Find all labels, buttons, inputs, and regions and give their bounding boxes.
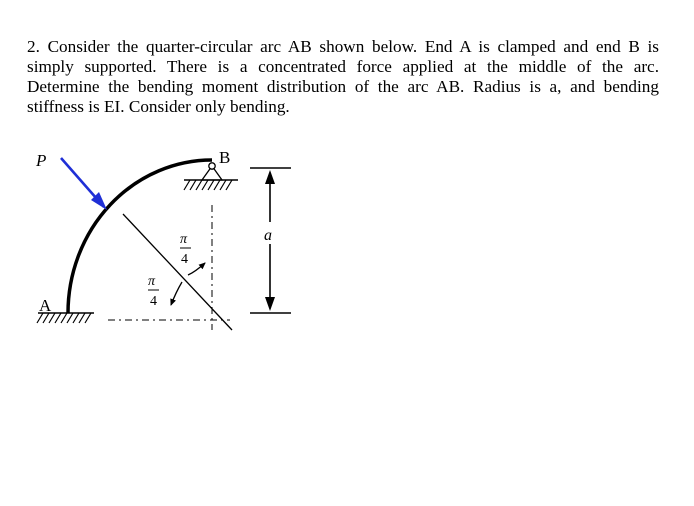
problem-line: simply supported. There is a concentrated force applied at the middle of the arc. <box>27 57 659 76</box>
angle-denominator: 4 <box>150 294 157 309</box>
angle-fraction-upper <box>180 232 191 267</box>
angle-arc-lower <box>171 282 182 305</box>
angle-arc-upper <box>188 263 205 275</box>
angle-fraction-lower <box>148 274 159 309</box>
end-b-label: B <box>219 148 231 167</box>
problem-line: 2. Consider the quarter-circular arc AB shown below. End A is clamped and end B is <box>27 37 659 56</box>
radial-line <box>123 214 232 330</box>
quarter-arc <box>68 160 212 313</box>
problem-line: stiffness is EI. Consider only bending. <box>27 97 290 116</box>
load-label: P <box>36 151 47 170</box>
angle-numerator: π <box>148 274 156 289</box>
end-a-label: A <box>39 296 52 315</box>
problem-line: Determine the bending moment distribution of the arc AB. Radius is a, and bending <box>27 77 659 96</box>
angle-numerator: π <box>180 232 188 247</box>
radius-label: a <box>264 227 272 244</box>
angle-denominator: 4 <box>181 252 188 267</box>
